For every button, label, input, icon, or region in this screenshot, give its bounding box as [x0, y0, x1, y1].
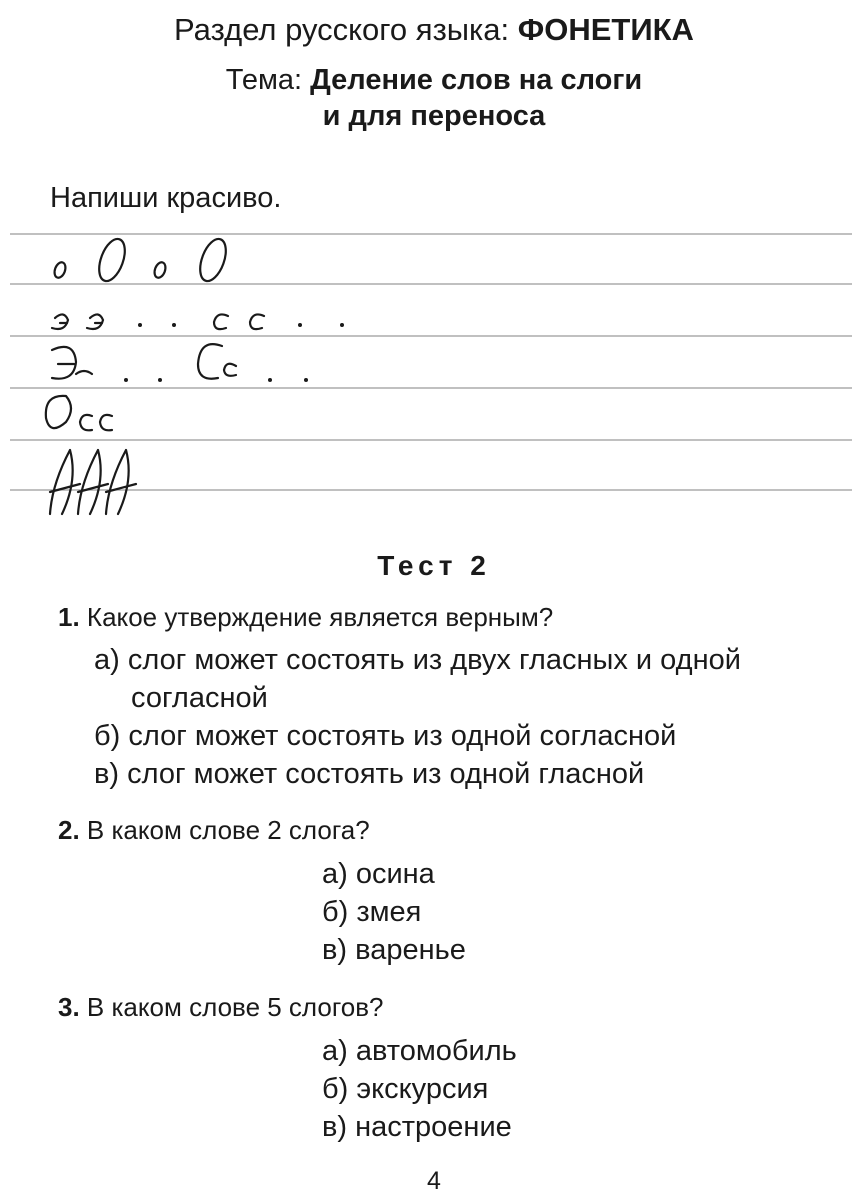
question-1-option-b: б) слог может состоять из одной согласной — [94, 720, 677, 752]
question-2 — [58, 813, 370, 847]
section-title — [0, 8, 868, 52]
cursive-letter-o-capital — [195, 236, 231, 285]
question-3-option-b: б) экскурсия — [322, 1073, 489, 1105]
test-title: Тест 2 — [377, 550, 491, 581]
cursive-letter-o-small — [53, 261, 68, 279]
section-name: ФОНЕТИКА — [517, 12, 694, 47]
topic-line-2: и для переноса — [322, 100, 546, 132]
question-number: 2. — [58, 815, 80, 845]
cursive-letter-e-small — [52, 314, 68, 329]
question-text: Какое утверждение является верным? — [86, 602, 554, 632]
question-3 — [58, 990, 384, 1024]
cursive-letter-s-small — [214, 314, 228, 329]
cursive-word-oss — [46, 396, 71, 428]
page-number: 4 — [427, 1167, 441, 1195]
question-text: В каком слове 2 слога? — [86, 815, 370, 845]
cursive-samples — [46, 236, 264, 514]
topic-prefix: Тема: — [225, 64, 311, 96]
cursive-letter-o-capital — [94, 236, 130, 285]
question-2-option-c: в) варенье — [322, 934, 466, 966]
question-2-option-b: б) змея — [322, 896, 422, 928]
question-3-option-a: а) автомобиль — [322, 1035, 517, 1067]
dots — [124, 323, 344, 382]
question-number: 3. — [58, 992, 80, 1022]
section-prefix: Раздел русского языка: — [174, 12, 518, 47]
cursive-letter-e-capital — [52, 347, 92, 379]
question-1 — [58, 600, 553, 634]
question-1-option-c: в) слог может состоять из одной гласной — [94, 758, 645, 790]
question-text: В каком слове 5 слогов? — [86, 992, 384, 1022]
question-1-option-a-continued: согласной — [131, 682, 268, 714]
question-2-option-a: а) осина — [322, 858, 435, 890]
instruction: Напиши красиво. — [50, 182, 282, 214]
cursive-letter-f — [50, 450, 80, 514]
question-number: 1. — [58, 602, 80, 632]
cursive-letter-s-capital — [198, 344, 236, 379]
topic-line-1: Деление слов на слоги — [310, 64, 643, 96]
question-3-option-c: в) настроение — [322, 1111, 512, 1143]
ruled-lines — [10, 234, 852, 490]
cursive-letter-o-small — [153, 261, 168, 279]
question-1-option-a: а) слог может состоять из двух гласных и одной — [94, 644, 741, 676]
topic — [0, 62, 868, 134]
handwriting-practice-area — [0, 222, 868, 532]
